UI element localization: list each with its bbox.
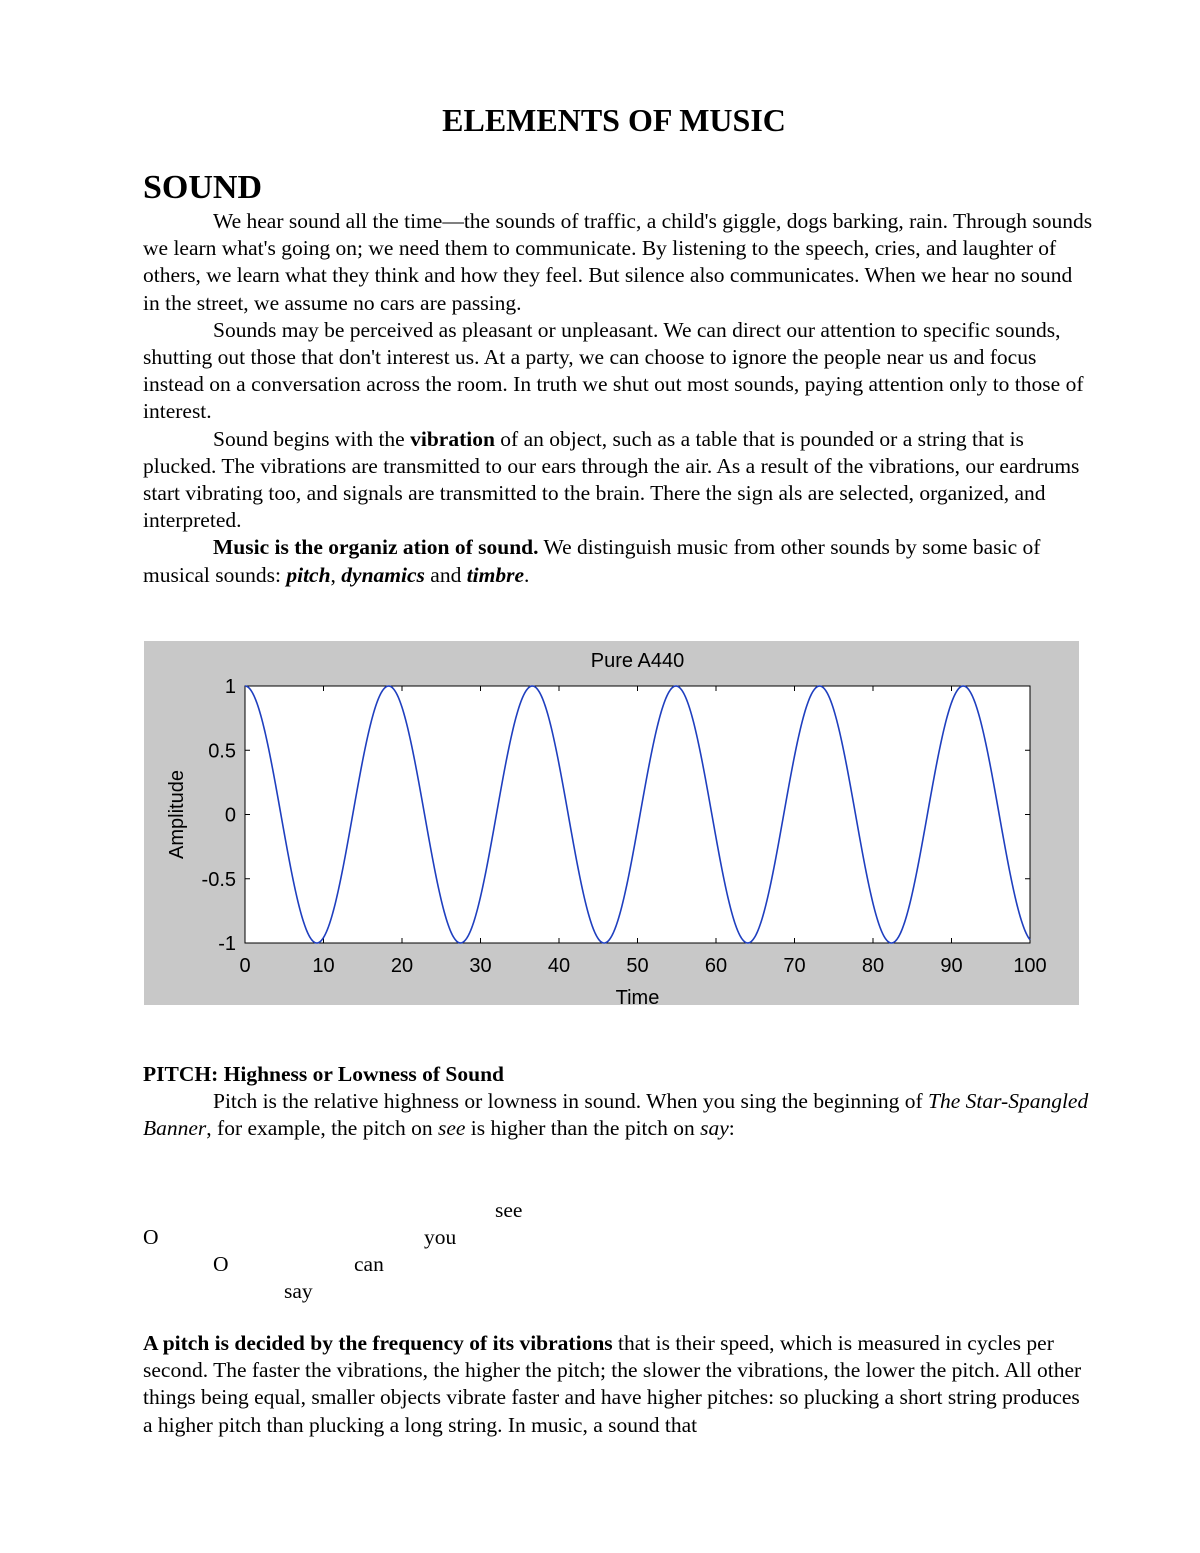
pitch-paragraph-1 (143, 1088, 1093, 1142)
sound-paragraph-3 (143, 426, 1093, 535)
melody-word-o-1: O (143, 1225, 159, 1249)
x-tick-label: 40 (547, 955, 571, 977)
p3-after: of an object, such as a table that is pounded or a string that is plucked. The vibrations are transmitted to our ears through the air. As a result of the vibrations, our eardrums start vibrating too, and signals are transmitted to the brain. There the sign als are selected, organized, and interpreted. (143, 426, 1080, 533)
x-tick-label: 80 (861, 955, 885, 977)
p4-comma: , (330, 562, 342, 587)
x-tick-label: 10 (312, 955, 335, 977)
y-tick-label: -1 (218, 933, 236, 955)
x-tick-label: 60 (704, 955, 728, 977)
anthem-title: The Star-Spangled Banner (143, 1089, 1089, 1141)
sound-paragraph-2: Sounds may be perceived as pleasant or unpleasant. We can direct our attention to specific sounds, shutting out those that don't interest us. At a party, we can choose to ignore the people near us and focus instead on a conversation across the room. In truth we shut out most sounds, paying attention only to those of interest. (143, 317, 1084, 424)
pitch-text-2 (143, 1330, 1093, 1439)
pitch-p2-text: that is their speed, which is measured in cycles per second. The faster the vibrations, the higher the pitch; the slower the vibrations, the lower the pitch. All other things being equal, smaller objects vibrate faster and have higher pitches: so plucking a short string produces a higher pitch than plucking a long string. In music, a sound that (143, 1331, 1082, 1437)
p3-before: Sound begins with the (213, 426, 411, 451)
y-tick-label: -0.5 (201, 868, 236, 891)
melody-word-can: can (354, 1252, 384, 1276)
x-tick-label: 20 (390, 955, 414, 977)
x-tick-label: 70 (783, 955, 806, 977)
music-definition: Music is the organiz ation of sound. (213, 535, 539, 560)
chart-title: Pure A440 (590, 650, 685, 672)
plot-area (245, 686, 1030, 943)
see-word: see (437, 1116, 466, 1141)
melody-word-o-2: O (213, 1252, 229, 1276)
p4-end: . (524, 562, 530, 587)
x-tick-label: 0 (239, 955, 251, 977)
frequency-definition: A pitch is decided by the frequency of its vibrations (143, 1331, 613, 1355)
pitch-p1-b: , for example, the pitch on (206, 1116, 438, 1141)
pitch-p1-c: is higher than the pitch on (465, 1116, 701, 1141)
y-axis-label: Amplitude (166, 770, 188, 859)
p4-and: and (424, 562, 467, 587)
sound-text (143, 208, 1093, 589)
x-tick-label: 100 (1013, 955, 1047, 977)
y-tick-label: 0.5 (208, 740, 236, 763)
p4-text: We distinguish music from other sounds by some basic of musical sounds: (143, 535, 1041, 587)
sound-paragraph-1: We hear sound all the time—the sounds of traffic, a child's giggle, dogs barking, rain. Through sounds we learn what's going on; we need them to communicate. By listening to the speech, cries, and laughter of others, we learn what they think and how they feel. But silence also communicates. When we hear no sound in the street, we assume no cars are passing. (143, 209, 1093, 315)
melody-word-see: see (495, 1198, 523, 1222)
dynamics-term: dynamics (341, 562, 425, 587)
pitch-p1-d: : (728, 1116, 735, 1141)
x-axis-label: Time (615, 987, 660, 1005)
x-tick-label: 90 (940, 955, 963, 977)
pitch-paragraph-2 (143, 1330, 1093, 1439)
page-title: ELEMENTS OF MUSIC (442, 102, 786, 138)
x-tick-label: 30 (469, 955, 492, 977)
y-tick-label: 1 (224, 676, 236, 698)
x-tick-label: 50 (626, 955, 649, 977)
waveform-chart (144, 641, 1079, 1005)
waveform-figure (144, 641, 1079, 1005)
pitch-p1-a: Pitch is the relative highness or lowness in sound. When you sing the beginning of (213, 1089, 928, 1113)
sound-paragraph-4 (143, 534, 1093, 588)
say-word: say (700, 1116, 729, 1141)
melody-word-you: you (424, 1225, 457, 1249)
y-tick-label: 0 (224, 804, 236, 827)
pitch-text-1 (143, 1088, 1093, 1142)
vibration-term: vibration (410, 426, 495, 451)
section-heading-sound: SOUND (143, 169, 263, 206)
pitch-term: pitch (286, 562, 331, 587)
melody-word-say: say (284, 1279, 313, 1303)
timbre-term: timbre (466, 562, 525, 587)
pitch-heading: PITCH: Highness or Lowness of Sound (143, 1062, 505, 1086)
